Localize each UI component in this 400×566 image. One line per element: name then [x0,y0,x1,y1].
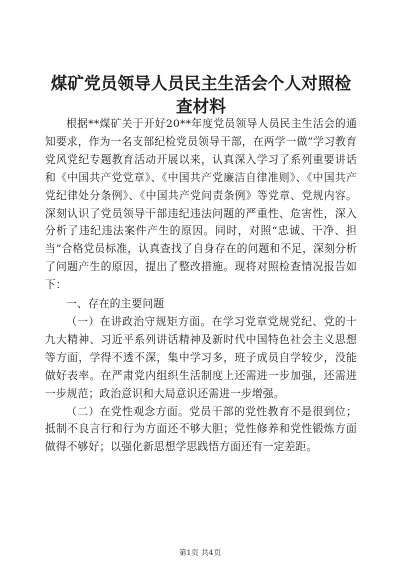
issue-paragraph-politics: （一）在讲政治守规矩方面。在学习党章党规党纪、党的十九大精神、习近平系列讲话精神及新时代中国特色社会主义思想等方面，学得不透不深，集中学习多，班子成员自学较少，没能做好表率。在严肃党内组织生活制度上还需进一步加强，还需进一步规范；政治意识和大局意识还需进一步增强。 [45,315,357,400]
section-heading: 一、存在的主要问题 [66,298,165,311]
issue-paragraph-party-spirit: （二）在党性观念方面。党员干部的党性教育不是很到位；抵制不良言行和行为方面还不够大胆；党性修养和党性锻炼方面做得不够好；以强化新思想学思践悟方面还有一定差距。 [45,405,357,454]
intro-paragraph: 根据**煤矿关于开好20**年度党员领导人员民主生活会的通知要求，作为一名支部纪检党员领导干部，在两学一做”学习教育党风党纪专题教育活动开展以来，认真深入学习了系列重要讲话和《中国共产党党章》、《中国共产党廉洁自律准则》、《中国共产党纪律处分条例》、《中国共产党问责条例》等党章、党规内容。深刻认识了党员领导干部违纪违法问题的严重性、危害性，深入分析了违纪违法案件产生的原因。同时，对照“忠诚、干净、担当”合格党员标准，认真查找了自身存在的问题和不足，深刻分析了问题产生的原因，提出了整改措施。现将对照检查情况报告如下： [45,118,357,292]
document-body [45,116,357,457]
page-footer: 第1页 共4页 [179,548,221,557]
document-title: 煤矿党员领导人员民主生活会个人对照检查材料 [50,74,352,116]
